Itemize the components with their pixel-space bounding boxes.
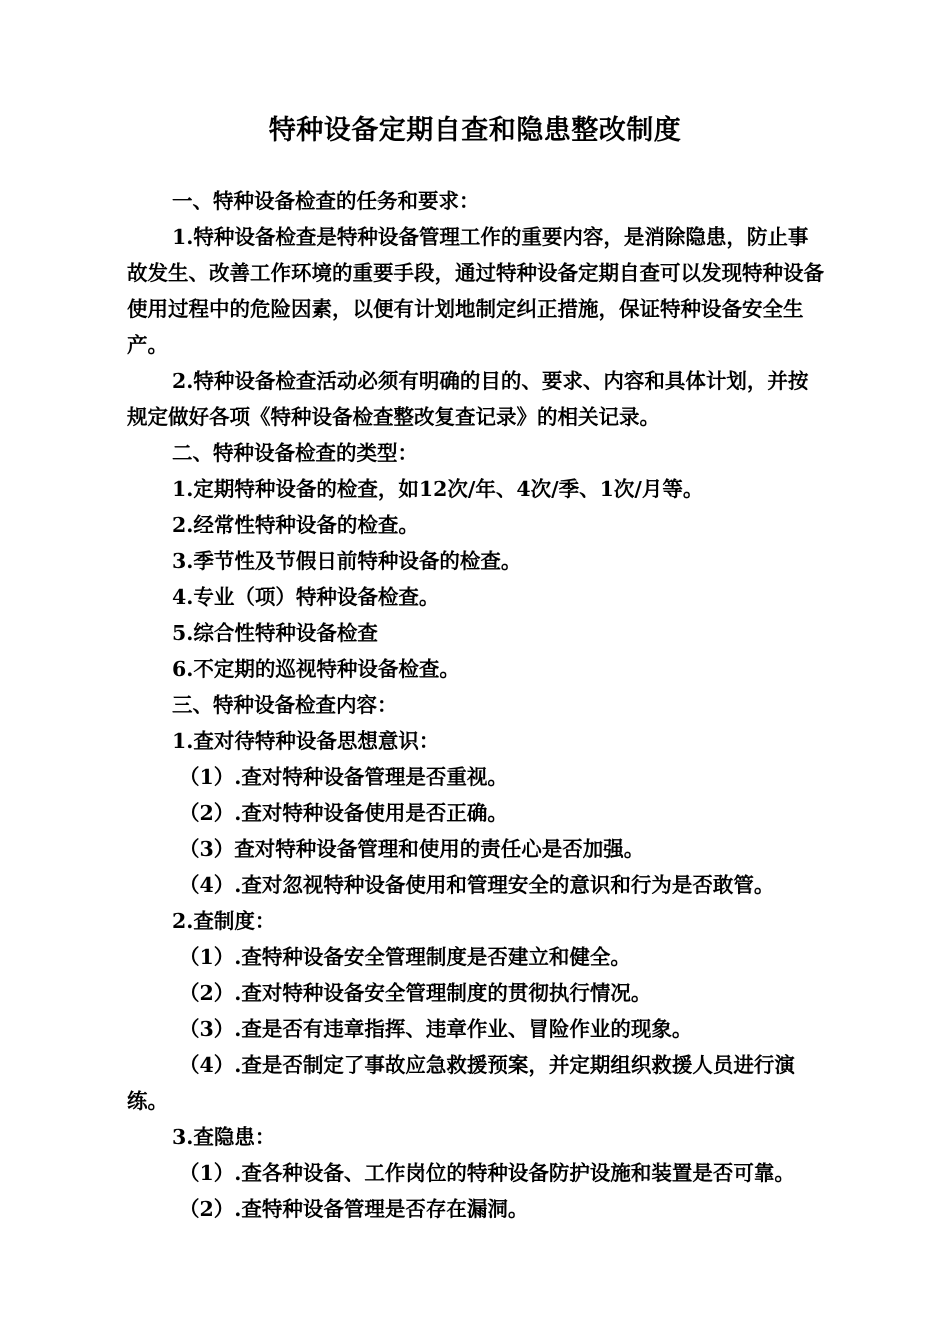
subsection-heading-3-2: 2.查制度： bbox=[172, 909, 276, 933]
subsection-heading-3-3: 3.查隐患： bbox=[172, 1125, 276, 1149]
paragraph-1-2: 2.特种设备检查活动必须有明确的目的、要求、内容和具体计划，并按规定做好各项《特种设备检查整改复查记录》的相关记录。 bbox=[127, 369, 809, 429]
list-item-3-1-4: （4）.查对忽视特种设备使用和管理安全的意识和行为是否敢管。 bbox=[179, 873, 775, 897]
subsection-heading-3-1: 1.查对待特种设备思想意识： bbox=[172, 729, 440, 753]
document-title: 特种设备定期自查和隐患整改制度 bbox=[268, 115, 682, 146]
section-heading-3: 三、特种设备检查内容： bbox=[172, 693, 398, 717]
list-item-3-1-1: （1）.查对特种设备管理是否重视。 bbox=[179, 765, 508, 789]
list-item-3-1-2: （2）.查对特种设备使用是否正确。 bbox=[179, 801, 508, 825]
list-item-3-2-3: （3）.查是否有违章指挥、违章作业、冒险作业的现象。 bbox=[179, 1017, 693, 1041]
list-item-2-6: 6.不定期的巡视特种设备检查。 bbox=[172, 657, 460, 681]
list-item-2-5: 5.综合性特种设备检查 bbox=[172, 621, 378, 645]
list-item-3-2-2: （2）.查对特种设备安全管理制度的贯彻执行情况。 bbox=[179, 981, 652, 1005]
document-body bbox=[127, 183, 827, 1227]
paragraph-1-1: 1.特种设备检查是特种设备管理工作的重要内容，是消除隐患，防止事故发生、改善工作环境的重要手段，通过特种设备定期自查可以发现特种设备使用过程中的危险因素，以便有计划地制定纠正措施，保证特种设备安全生产。 bbox=[127, 225, 824, 357]
list-item-3-3-2: （2）.查特种设备管理是否存在漏洞。 bbox=[179, 1197, 529, 1221]
section-heading-2: 二、特种设备检查的类型： bbox=[172, 441, 418, 465]
list-item-3-3-1: （1）.查各种设备、工作岗位的特种设备防护设施和装置是否可靠。 bbox=[179, 1161, 795, 1185]
list-item-2-4: 4.专业（项）特种设备检查。 bbox=[172, 585, 440, 609]
section-heading-1: 一、特种设备检查的任务和要求： bbox=[172, 189, 480, 213]
list-item-2-1: 1.定期特种设备的检查，如12次/年、4次/季、1次/月等。 bbox=[172, 477, 704, 501]
list-item-2-2: 2.经常性特种设备的检查。 bbox=[172, 513, 419, 537]
list-item-3-2-1: （1）.查特种设备安全管理制度是否建立和健全。 bbox=[179, 945, 631, 969]
list-item-3-1-3: （3）查对特种设备管理和使用的责任心是否加强。 bbox=[179, 837, 645, 861]
list-item-3-2-4: （4）.查是否制定了事故应急救援预案，并定期组织救援人员进行演练。 bbox=[127, 1053, 795, 1113]
list-item-2-3: 3.季节性及节假日前特种设备的检查。 bbox=[172, 549, 522, 573]
